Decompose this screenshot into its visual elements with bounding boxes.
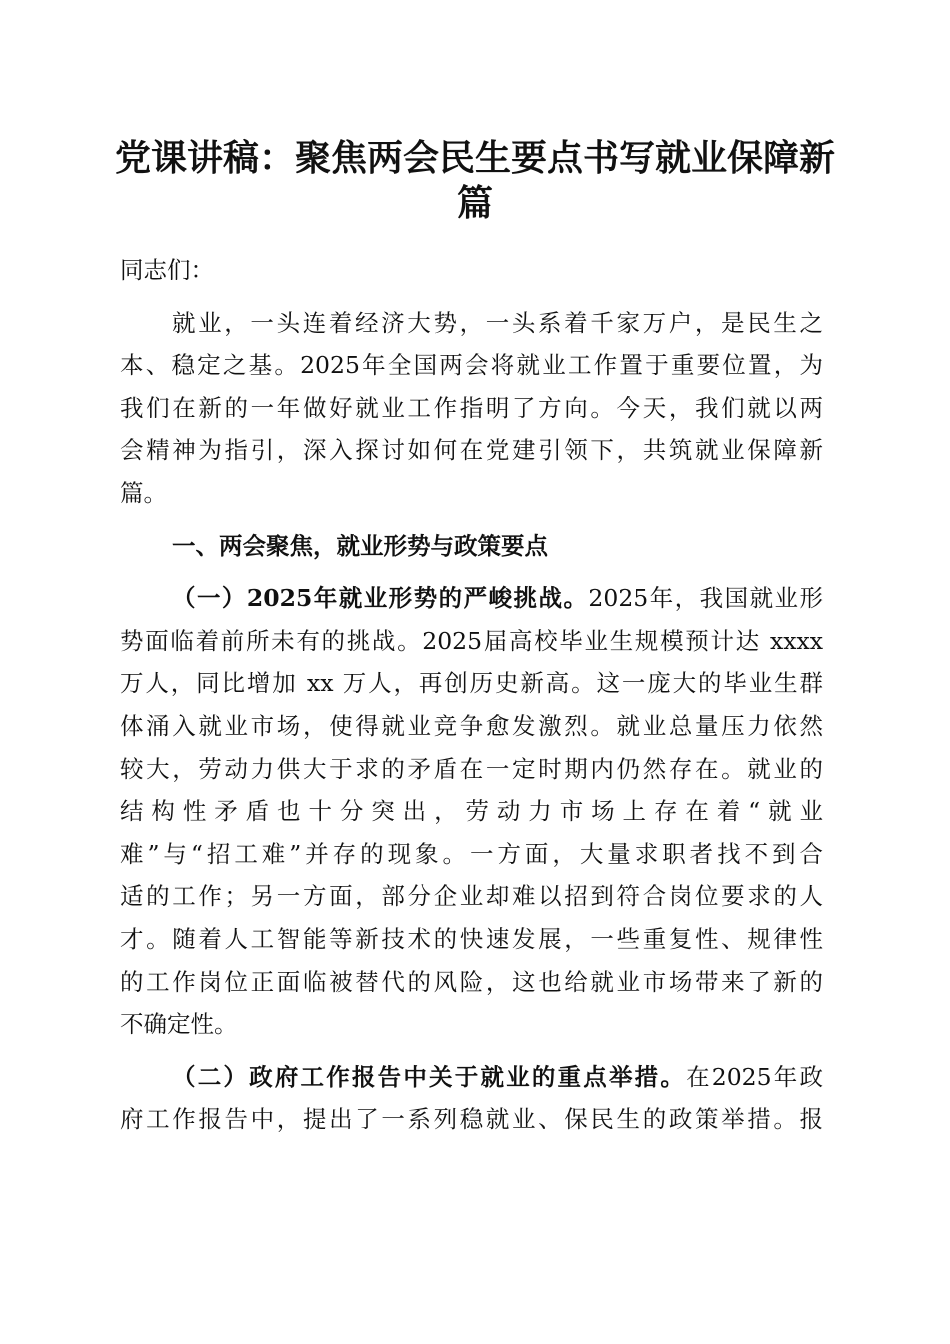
body-paragraph (120, 577, 823, 1046)
text-line: 的工作岗位正面临被替代的风险，这也给就业市场带来了新的 (120, 967, 823, 996)
text-line: 一、两会聚焦，就业形势与政策要点 (172, 531, 548, 560)
text-line: 会精神为指引，深入探讨如何在党建引领下，共筑就业保障新 (120, 436, 823, 465)
text-line: 才。随着人工智能等新技术的快速发展，一些重复性、规律性 (120, 924, 823, 953)
document-body (120, 249, 823, 1151)
text-line: 适的工作；另一方面，部分企业却难以招到符合岗位要求的人 (120, 882, 823, 911)
text-line: 难”与“招工难”并存的现象。一方面，大量求职者找不到合 (120, 839, 823, 868)
body-paragraph (120, 302, 823, 515)
line-text: 2025年，我国就业形 (588, 584, 823, 613)
text-line: 结构性矛盾也十分突出，劳动力市场上存在着“就业 (120, 797, 823, 826)
salutation-paragraph (120, 249, 823, 292)
text-line: 本、稳定之基。2025年全国两会将就业工作置于重要位置，为 (120, 351, 823, 380)
text-line: 我们在新的一年做好就业工作指明了方向。今天，我们就以两 (120, 393, 823, 422)
text-line: 体涌入就业市场，使得就业竞争愈发激烈。就业总量压力依然 (120, 711, 823, 740)
text-line: 万人，同比增加 xx 万人，再创历史新高。这一庞大的毕业生群 (120, 669, 823, 698)
text-line: 不确定性。 (120, 1010, 238, 1039)
body-paragraph (120, 1056, 823, 1141)
title-line: 党课讲稿：聚焦两会民生要点书写就业保障新 (114, 138, 835, 179)
text-line: 就业，一头连着经济大势，一头系着千家万户，是民生之 (172, 308, 823, 337)
text-line: 势面临着前所未有的挑战。2025届高校毕业生规模预计达 xxxx (120, 626, 823, 655)
title-line: 篇 (456, 183, 493, 224)
text-line: 较大，劳动力供大于求的矛盾在一定时期内仍然存在。就业的 (120, 754, 823, 783)
section-heading (120, 525, 823, 568)
text-line: 篇。 (120, 478, 167, 507)
paragraph-lead: （一）2025年就业形势的严峻挑战。 (172, 584, 589, 613)
line-text: 在2025年政 (686, 1062, 823, 1091)
paragraph-lead: （二）政府工作报告中关于就业的重点举措。 (172, 1062, 687, 1091)
text-line (120, 577, 823, 620)
salutation: 同志们： (120, 256, 214, 284)
text-line (120, 1056, 823, 1099)
document-title (0, 136, 950, 226)
text-line: 府工作报告中，提出了一系列稳就业、保民生的政策举措。报 (120, 1105, 823, 1134)
